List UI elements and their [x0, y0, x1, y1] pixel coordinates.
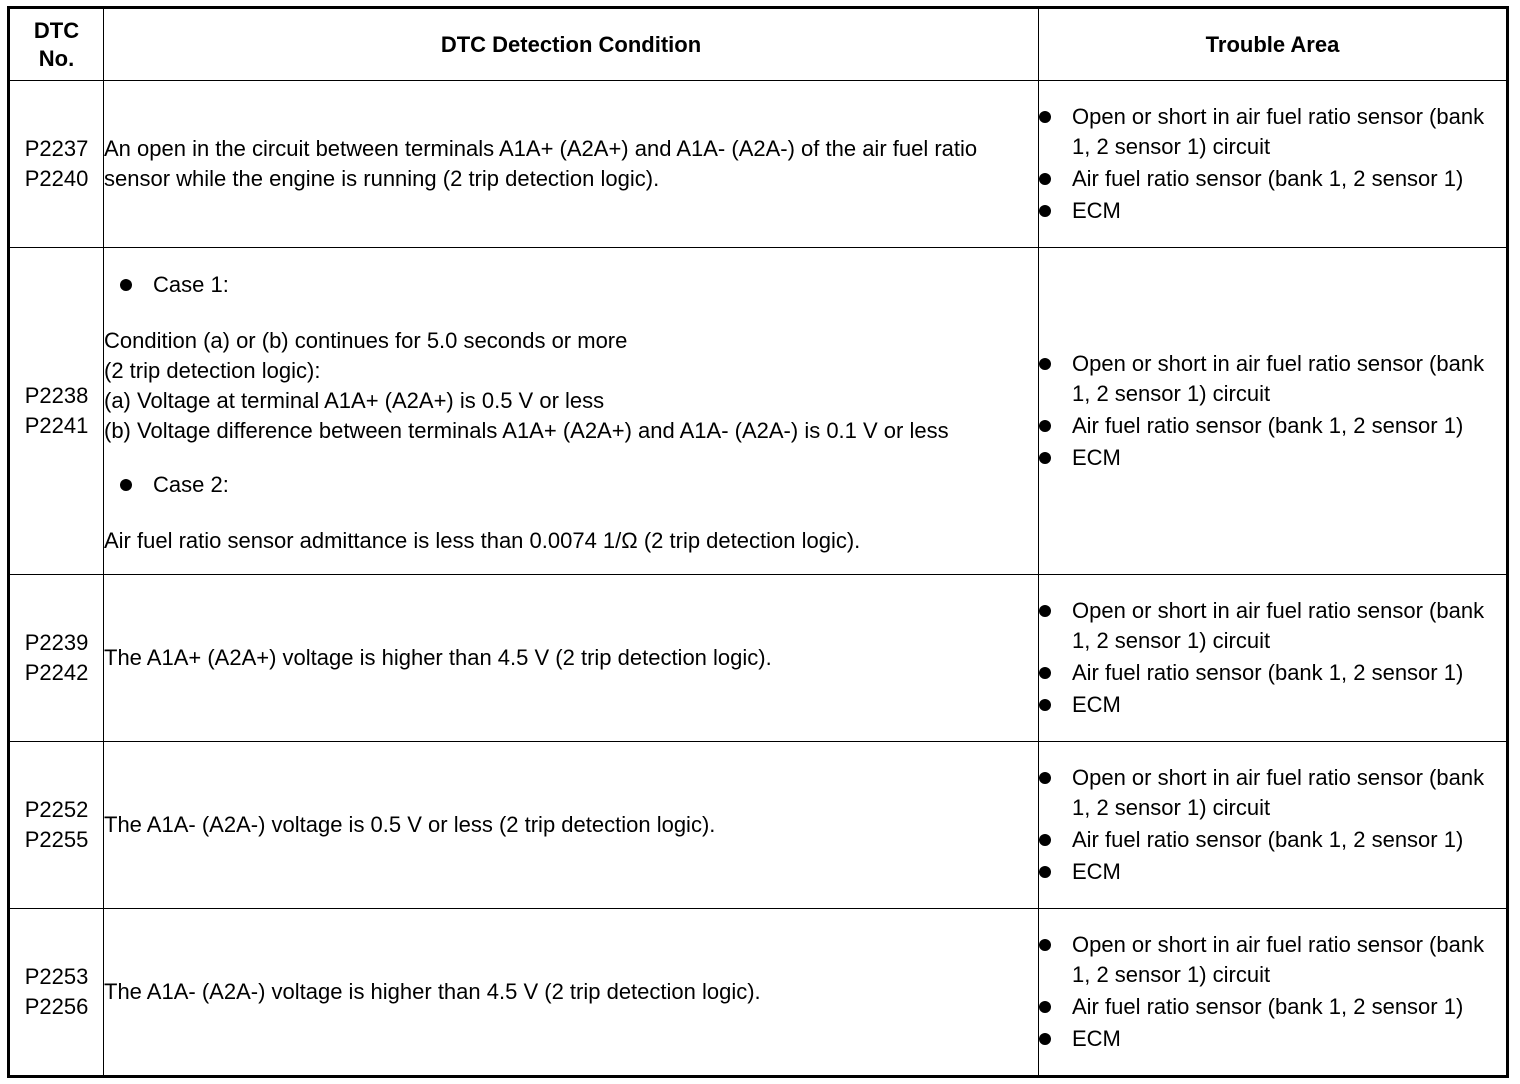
trouble-area-cell [1039, 248, 1508, 575]
list-item: Air fuel ratio sensor (bank 1, 2 sensor 1) [1039, 658, 1506, 688]
dtc-code-cell [9, 742, 104, 909]
dtc-code-cell [9, 575, 104, 742]
bullet-icon [1039, 772, 1051, 784]
detection-condition: The A1A- (A2A-) voltage is 0.5 V or less (2 trip detection logic). [104, 742, 1039, 909]
dtc-code-cell [9, 81, 104, 248]
header-detection-condition: DTC Detection Condition [104, 8, 1039, 81]
bullet-icon [1039, 866, 1051, 878]
bullet-icon [1039, 358, 1051, 370]
bullet-icon [1039, 173, 1051, 185]
list-item: ECM [1039, 690, 1506, 720]
list-item: Open or short in air fuel ratio sensor (bank 1, 2 sensor 1) circuit [1039, 102, 1506, 162]
dtc-code: P2242 [24, 660, 89, 685]
dtc-code: P2256 [24, 994, 89, 1019]
bullet-icon [1039, 111, 1051, 123]
condition-line: (b) Voltage difference between terminals A1A+ (A2A+) and A1A- (A2A-) is 0.1 V or less [104, 418, 949, 443]
dtc-code-cell [9, 909, 104, 1077]
trouble-area-list [1039, 930, 1506, 1054]
case-2-condition: Air fuel ratio sensor admittance is less than 0.0074 1/Ω (2 trip detection logic). [104, 528, 861, 553]
bullet-icon [1039, 1001, 1051, 1013]
bullet-icon [120, 479, 132, 491]
dtc-code: P2241 [24, 413, 89, 438]
case-1-conditions [104, 326, 1038, 446]
trouble-area-cell [1039, 575, 1508, 742]
detection-condition: The A1A- (A2A-) voltage is higher than 4.5 V (2 trip detection logic). [104, 909, 1039, 1077]
header-row [9, 8, 1508, 81]
case-2-label: Case 2: [104, 470, 1038, 500]
dtc-code: P2237 [24, 136, 89, 161]
trouble-area-cell [1039, 742, 1508, 909]
list-item: Air fuel ratio sensor (bank 1, 2 sensor 1) [1039, 164, 1506, 194]
trouble-area-cell [1039, 81, 1508, 248]
table-row [9, 742, 1508, 909]
list-item: Air fuel ratio sensor (bank 1, 2 sensor 1) [1039, 411, 1506, 441]
dtc-code: P2253 [24, 964, 89, 989]
detection-condition: The A1A+ (A2A+) voltage is higher than 4.5 V (2 trip detection logic). [104, 575, 1039, 742]
header-dtc-no: DTC No. [9, 8, 104, 81]
dtc-code: P2240 [24, 166, 89, 191]
header-trouble-area: Trouble Area [1039, 8, 1508, 81]
detection-condition: An open in the circuit between terminals A1A+ (A2A+) and A1A- (A2A-) of the air fuel ratio sensor while the engine is running (2 trip detection logic). [104, 81, 1039, 248]
dtc-code-cell [9, 248, 104, 575]
list-item: Open or short in air fuel ratio sensor (bank 1, 2 sensor 1) circuit [1039, 349, 1506, 409]
bullet-icon [1039, 667, 1051, 679]
condition-line: (2 trip detection logic): [104, 358, 321, 383]
table-row [9, 909, 1508, 1077]
trouble-area-list [1039, 763, 1506, 887]
bullet-icon [1039, 834, 1051, 846]
bullet-icon [1039, 699, 1051, 711]
dtc-code: P2255 [24, 827, 89, 852]
trouble-area-list [1039, 596, 1506, 720]
bullet-icon [1039, 420, 1051, 432]
table-row [9, 81, 1508, 248]
list-item: ECM [1039, 857, 1506, 887]
bullet-icon [1039, 939, 1051, 951]
table-row [9, 248, 1508, 575]
condition-line: Condition (a) or (b) continues for 5.0 seconds or more [104, 328, 628, 353]
list-item: ECM [1039, 196, 1506, 226]
table-row [9, 575, 1508, 742]
detection-condition [104, 248, 1039, 575]
trouble-area-cell [1039, 909, 1508, 1077]
condition-line: (a) Voltage at terminal A1A+ (A2A+) is 0.5 V or less [104, 388, 605, 413]
list-item: Open or short in air fuel ratio sensor (bank 1, 2 sensor 1) circuit [1039, 596, 1506, 656]
case-1-label: Case 1: [104, 270, 1038, 300]
dtc-code: P2238 [24, 383, 89, 408]
trouble-area-list [1039, 102, 1506, 226]
list-item: ECM [1039, 443, 1506, 473]
bullet-icon [1039, 1033, 1051, 1045]
bullet-icon [1039, 205, 1051, 217]
list-item: ECM [1039, 1024, 1506, 1054]
bullet-icon [1039, 452, 1051, 464]
bullet-icon [120, 279, 132, 291]
dtc-code: P2239 [24, 630, 89, 655]
list-item: Open or short in air fuel ratio sensor (bank 1, 2 sensor 1) circuit [1039, 930, 1506, 990]
list-item: Air fuel ratio sensor (bank 1, 2 sensor 1) [1039, 992, 1506, 1022]
dtc-code: P2252 [24, 797, 89, 822]
dtc-table [7, 6, 1509, 1078]
bullet-icon [1039, 605, 1051, 617]
list-item: Air fuel ratio sensor (bank 1, 2 sensor 1) [1039, 825, 1506, 855]
trouble-area-list [1039, 349, 1506, 473]
list-item: Open or short in air fuel ratio sensor (bank 1, 2 sensor 1) circuit [1039, 763, 1506, 823]
